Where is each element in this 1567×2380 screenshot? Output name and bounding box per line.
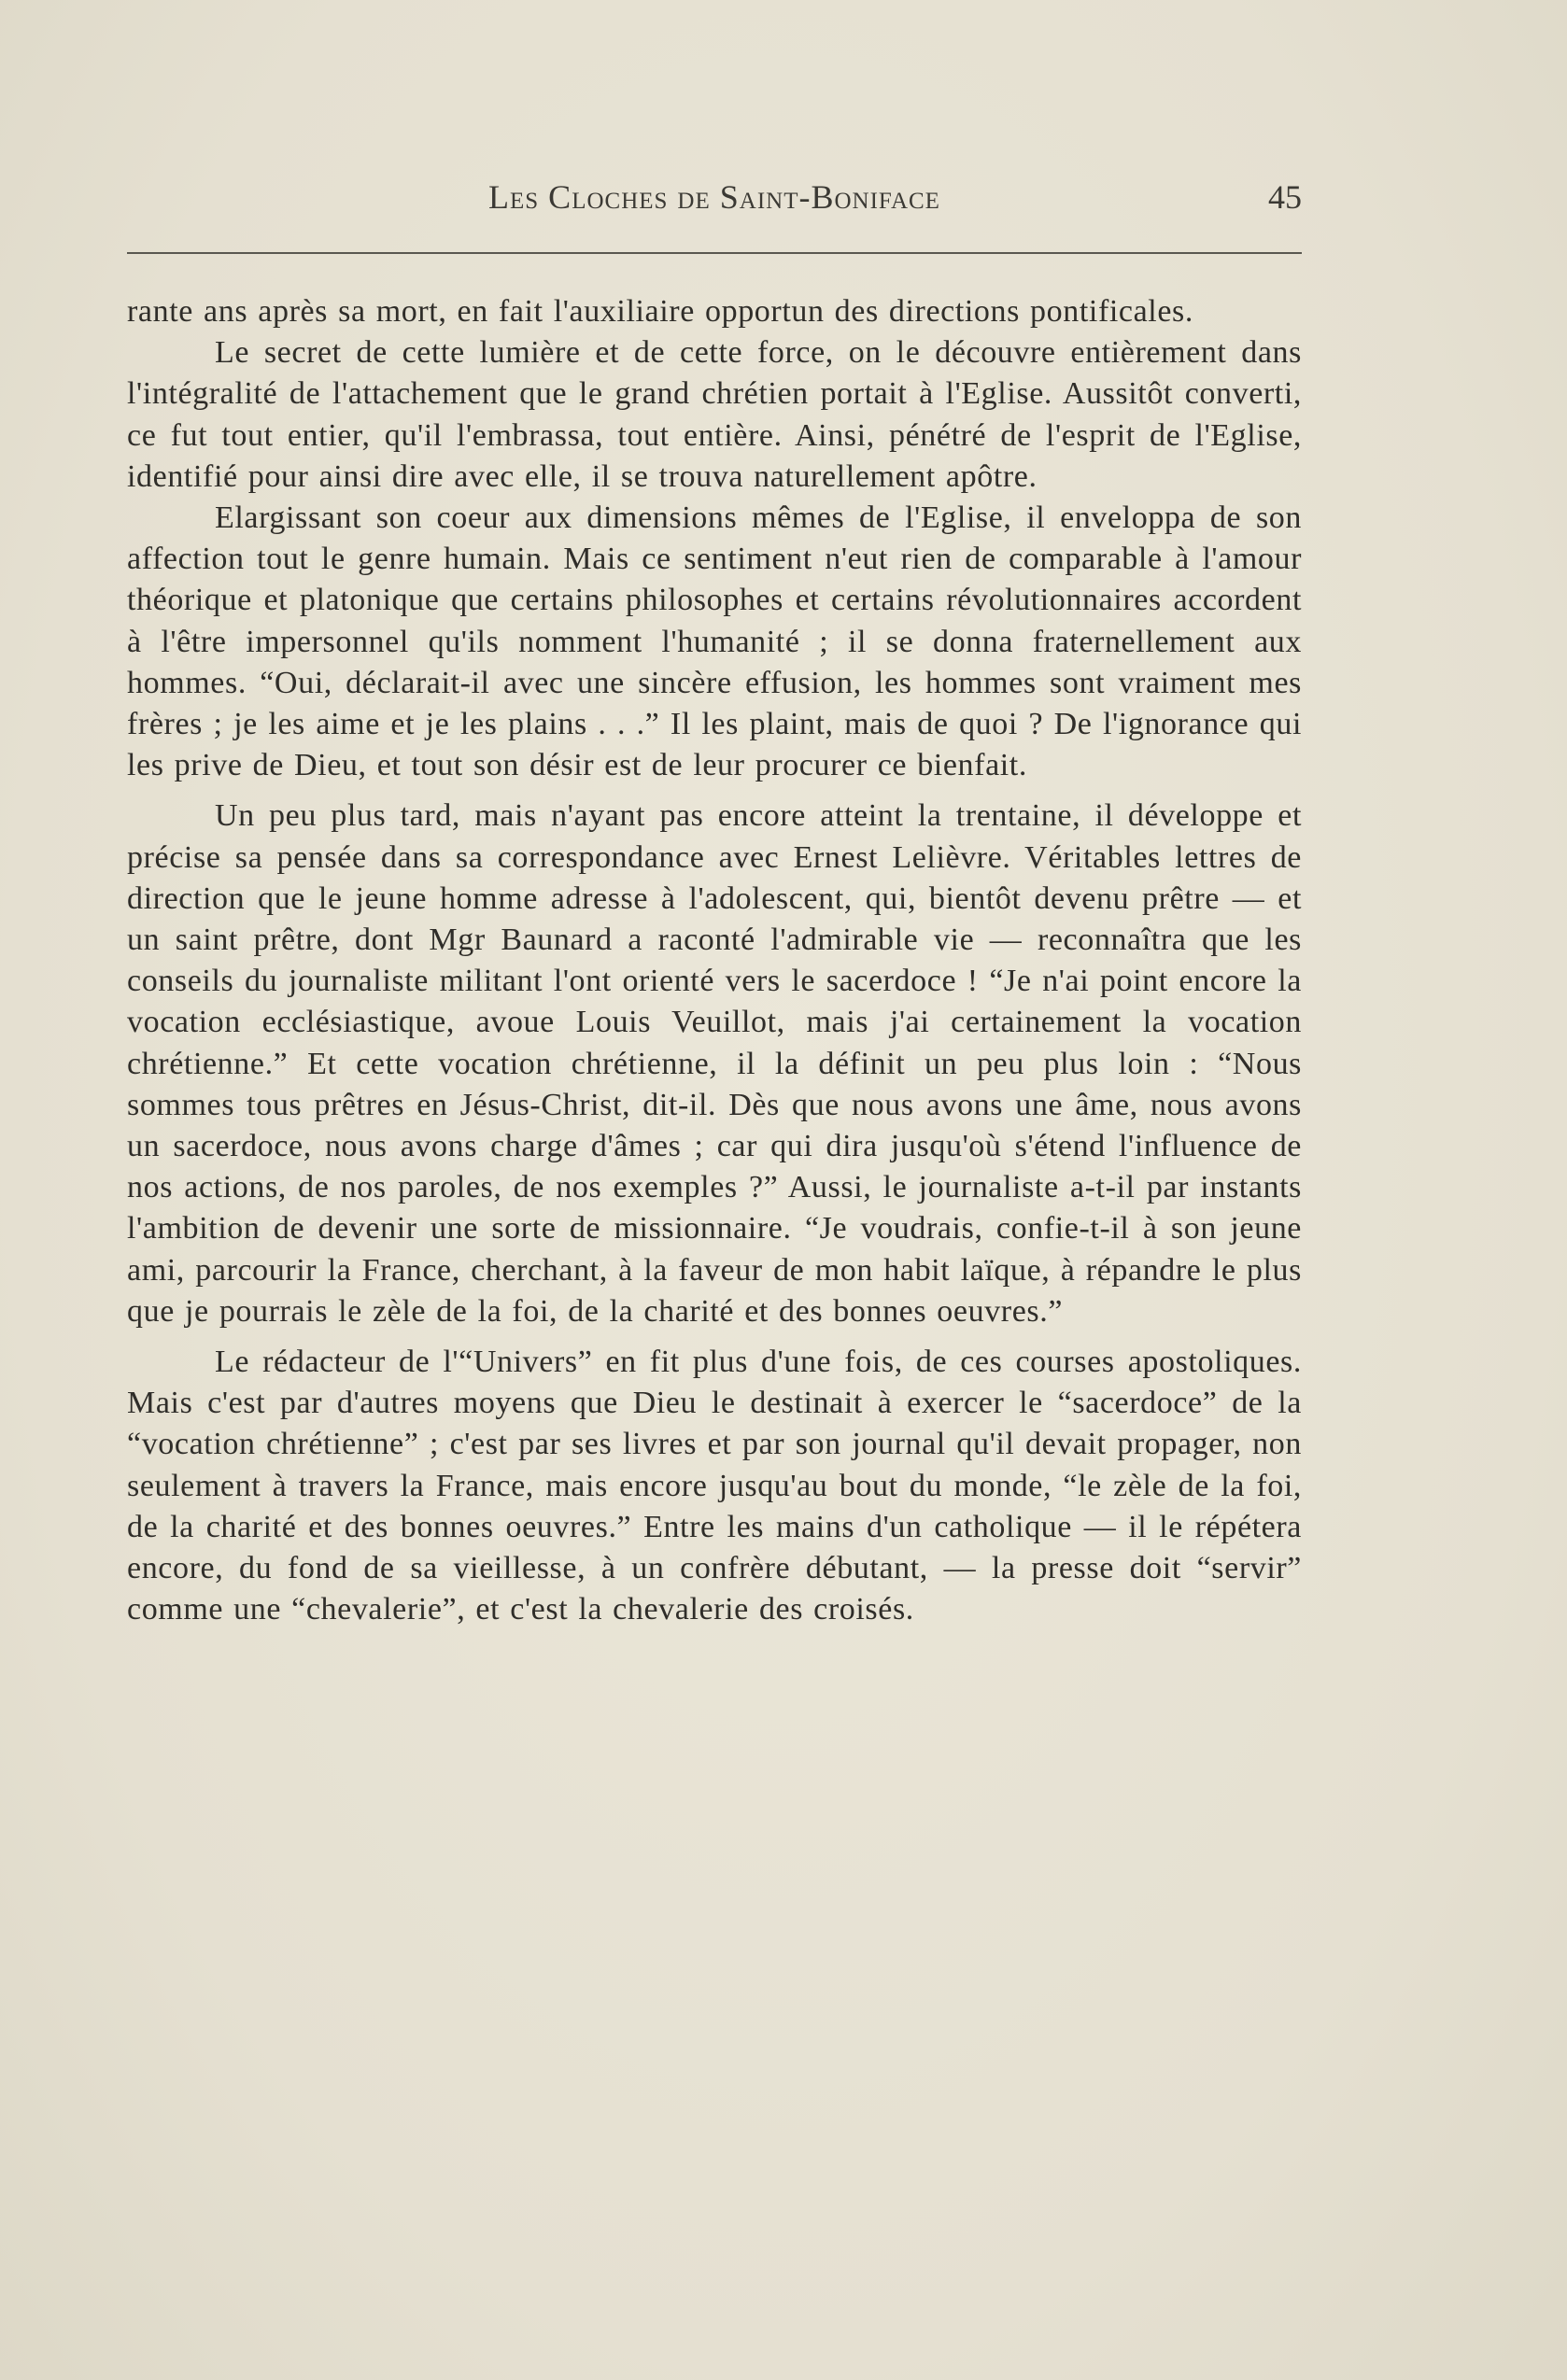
paragraph: Le rédacteur de l'“Univers” en fit plus d'une fois, de ces courses apostoliques. Mais c'est par d'autres moyens que Dieu le destinait à exercer le “sacerdoce” de la “vocation chrétienne” ; c'est par ses livres et par son journal qu'il devait propager, non seulement à travers la France, mais encore jusqu'au bout du monde, “le zèle de la foi, de la charité et des bonnes oeuvres.” Entre les mains d'un catholique — il le répétera encore, du fond de sa vieillesse, à un confrère débutant, — la presse doit “servir” comme une “chevalerie”, et c'est la chevalerie des croisés. — [127, 1345, 1302, 1627]
body-text — [127, 291, 1302, 1631]
paragraph: Un peu plus tard, mais n'ayant pas encore atteint la trentaine, il développe et précise sa pensée dans sa correspondance avec Ernest Lelièvre. Véritables lettres de direction que le jeune homme adresse à l'adolescent, qui, bientôt devenu prêtre — et un saint prêtre, dont Mgr Baunard a raconté l'admirable vie — reconnaîtra que les conseils du journaliste militant l'ont orienté vers le sacerdoce ! “Je n'ai point encore la vocation ecclésiastique, avoue Louis Veuillot, mais j'ai certainement la vocation chrétienne.” Et cette vocation chrétienne, il la définit un peu plus loin : “Nous sommes tous prêtres en Jésus-Christ, dit-il. Dès que nous avons une âme, nous avons un sacerdoce, nous avons charge d'âmes ; car qui dira jusqu'où s'étend l'influence de nos actions, de nos paroles, de nos exemples ?” Aussi, le journaliste a-t-il par instants l'ambition de devenir une sorte de missionnaire. “Je voudrais, confie-t-il à son jeune ami, parcourir la France, cherchant, à la faveur de mon habit laïque, à répandre le plus que je pourrais le zèle de la foi, de la charité et des bonnes oeuvres.” — [127, 798, 1302, 1329]
paragraph: Le secret de cette lumière et de cette force, on le découvre entièrement dans l'intégralité de l'attachement que le grand chrétien portait à l'Eglise. Aussitôt converti, ce fut tout entier, qu'il l'embrassa, tout entière. Ainsi, pénétré de l'esprit de l'Eglise, identifié pour ainsi dire avec elle, il se trouva naturellement apôtre. — [127, 335, 1302, 494]
page-number: 45 — [1268, 178, 1302, 216]
paragraph: Elargissant son coeur aux dimensions mêmes de l'Eglise, il enveloppa de son affection tout le genre humain. Mais ce sentiment n'eut rien de comparable à l'amour théorique et platonique que certains philosophes et certains révolutionnaires accordent à l'être impersonnel qu'ils nomment l'humanité ; il se donna fraternellement aux hommes. “Oui, déclarait-il avec une sincère effusion, les hommes sont vraiment mes frères ; je les aime et je les plains . . .” Il les plaint, mais de quoi ? De l'ignorance qui les prive de Dieu, et tout son désir est de leur procurer ce bienfait. — [127, 500, 1302, 783]
page-header — [127, 177, 1302, 230]
header-rule — [127, 252, 1302, 254]
paragraph-continuation: rante ans après sa mort, en fait l'auxiliaire opportun des directions pontificales. — [127, 294, 1193, 329]
running-title: Les Cloches de Saint-Boniface — [488, 178, 940, 216]
